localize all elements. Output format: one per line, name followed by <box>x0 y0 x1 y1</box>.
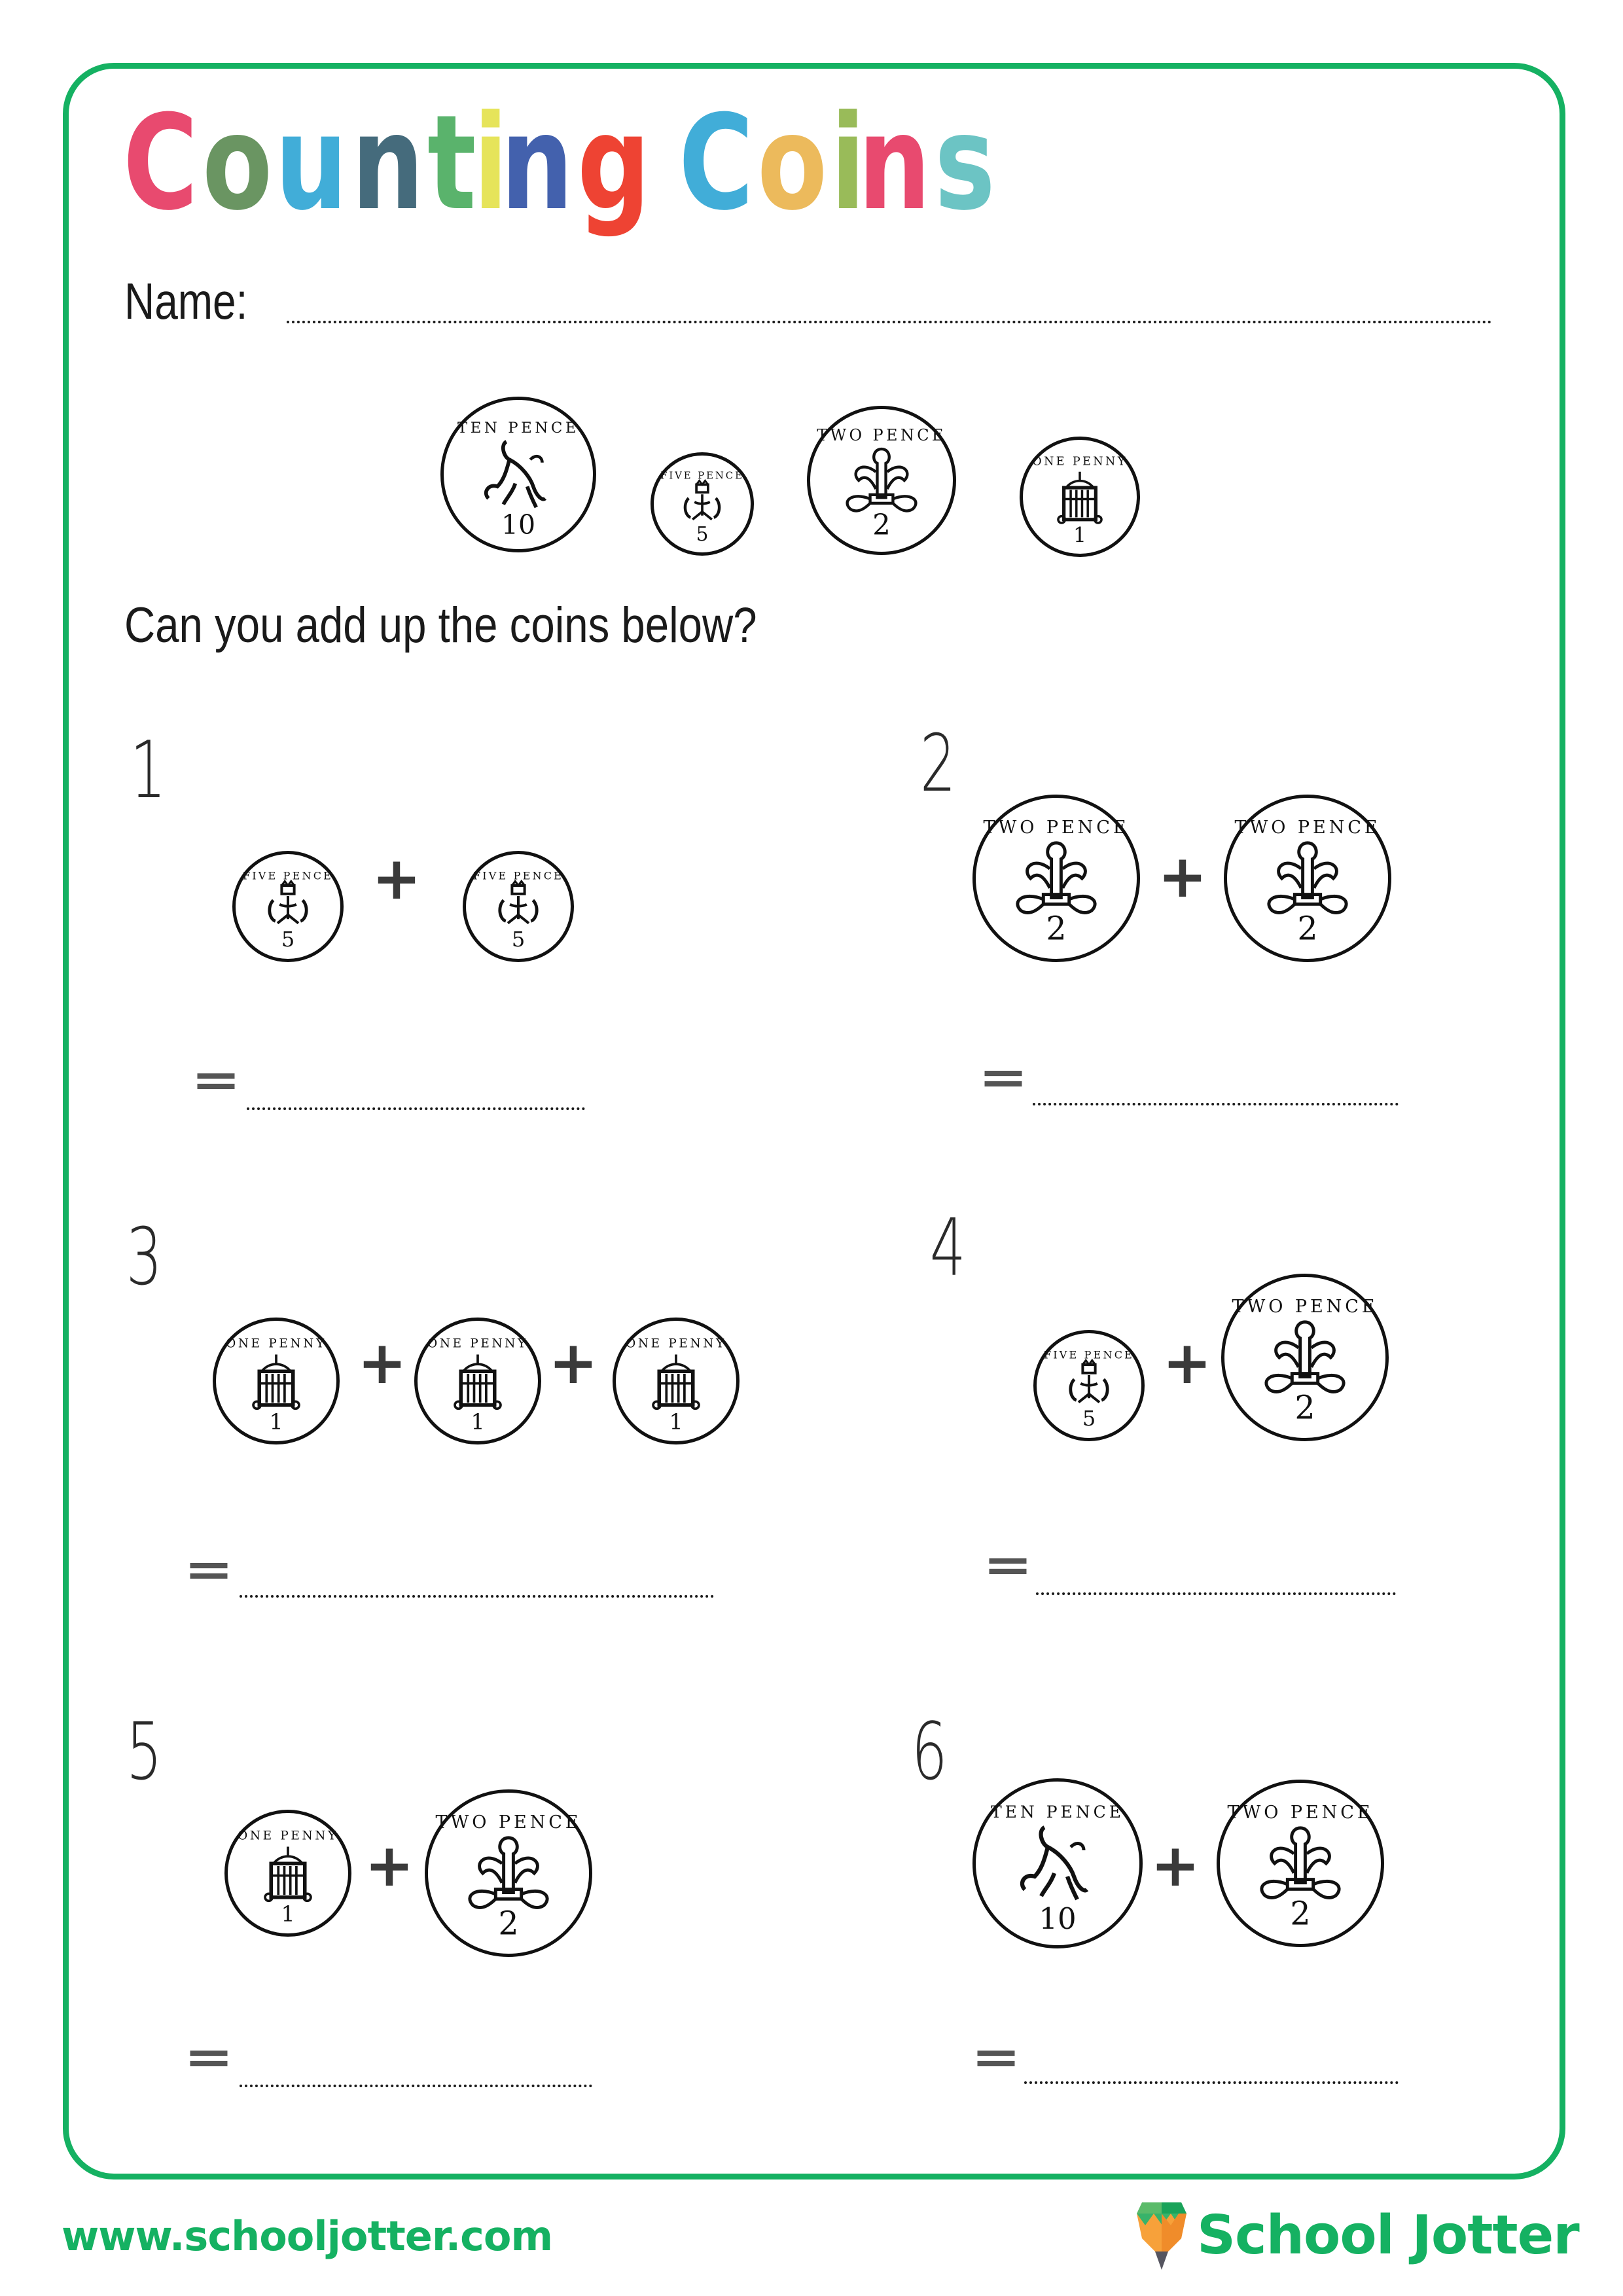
five-pence-coin-icon <box>651 452 754 556</box>
title-letter: i <box>473 87 506 240</box>
title-letter: o <box>757 87 826 240</box>
school-jotter-logo <box>1135 2199 1579 2271</box>
title-letter: n <box>858 87 929 240</box>
five-pence-coin-icon <box>1033 1330 1145 1441</box>
plus-sign: + <box>1150 1831 1200 1900</box>
website-link[interactable]: www.schooljotter.com <box>62 2212 553 2260</box>
name-input-line[interactable] <box>287 321 1492 323</box>
five-pence-coin-icon <box>232 851 344 962</box>
equals-sign: = <box>982 1538 1033 1592</box>
equals-sign: = <box>183 1543 234 1596</box>
one-penny-coin-icon <box>213 1318 340 1444</box>
title-letter: s <box>934 87 993 240</box>
question-number: 3 <box>126 1212 162 1303</box>
two-pence-coin-icon <box>1224 795 1391 962</box>
title-letter: n <box>501 87 572 240</box>
one-penny-coin-icon <box>613 1318 740 1444</box>
pencil-icon <box>1135 2199 1188 2271</box>
answer-line-6[interactable] <box>1024 2081 1399 2084</box>
answer-line-3[interactable] <box>240 1595 714 1598</box>
page-title <box>123 87 993 240</box>
plus-sign: + <box>548 1329 598 1397</box>
instructions: Can you add up the coins below? <box>124 598 757 653</box>
plus-sign: + <box>365 1831 414 1900</box>
title-letter: i <box>830 87 864 240</box>
answer-line-1[interactable] <box>247 1107 585 1110</box>
title-letter: o <box>202 87 270 240</box>
title-letter: t <box>427 87 474 240</box>
brand-name: School Jotter <box>1197 2204 1579 2267</box>
plus-sign: + <box>1158 842 1207 911</box>
question-number: 4 <box>929 1203 966 1294</box>
name-label: Name: <box>124 272 248 330</box>
answer-line-2[interactable] <box>1033 1103 1399 1105</box>
title-letter: u <box>275 87 346 240</box>
title-letter: g <box>577 87 649 240</box>
two-pence-coin-icon <box>1217 1780 1384 1947</box>
plus-sign: + <box>357 1329 407 1397</box>
two-pence-coin-icon <box>1221 1274 1389 1441</box>
ten-pence-coin-icon <box>972 1778 1143 1948</box>
question-number: 1 <box>130 725 166 816</box>
question-number: 5 <box>126 1707 162 1798</box>
two-pence-coin-icon <box>425 1789 592 1957</box>
answer-line-5[interactable] <box>240 2085 592 2087</box>
answer-line-4[interactable] <box>1036 1592 1396 1595</box>
two-pence-coin-icon <box>807 406 956 555</box>
ten-pence-coin-icon <box>440 397 596 552</box>
equals-sign: = <box>978 1050 1029 1104</box>
title-letter: n <box>351 87 422 240</box>
equals-sign: = <box>971 2030 1022 2084</box>
one-penny-coin-icon <box>1020 437 1140 557</box>
one-penny-coin-icon <box>414 1318 541 1444</box>
title-letter: C <box>678 87 752 240</box>
plus-sign: + <box>1162 1329 1212 1397</box>
five-pence-coin-icon <box>463 851 574 962</box>
name-row <box>124 272 281 331</box>
question-number: 6 <box>911 1707 948 1798</box>
equals-sign: = <box>183 2030 234 2084</box>
plus-sign: + <box>372 844 421 913</box>
two-pence-coin-icon <box>972 795 1140 962</box>
question-number: 2 <box>919 719 956 810</box>
title-letter: C <box>123 87 196 240</box>
equals-sign: = <box>190 1053 241 1107</box>
one-penny-coin-icon <box>224 1810 351 1937</box>
